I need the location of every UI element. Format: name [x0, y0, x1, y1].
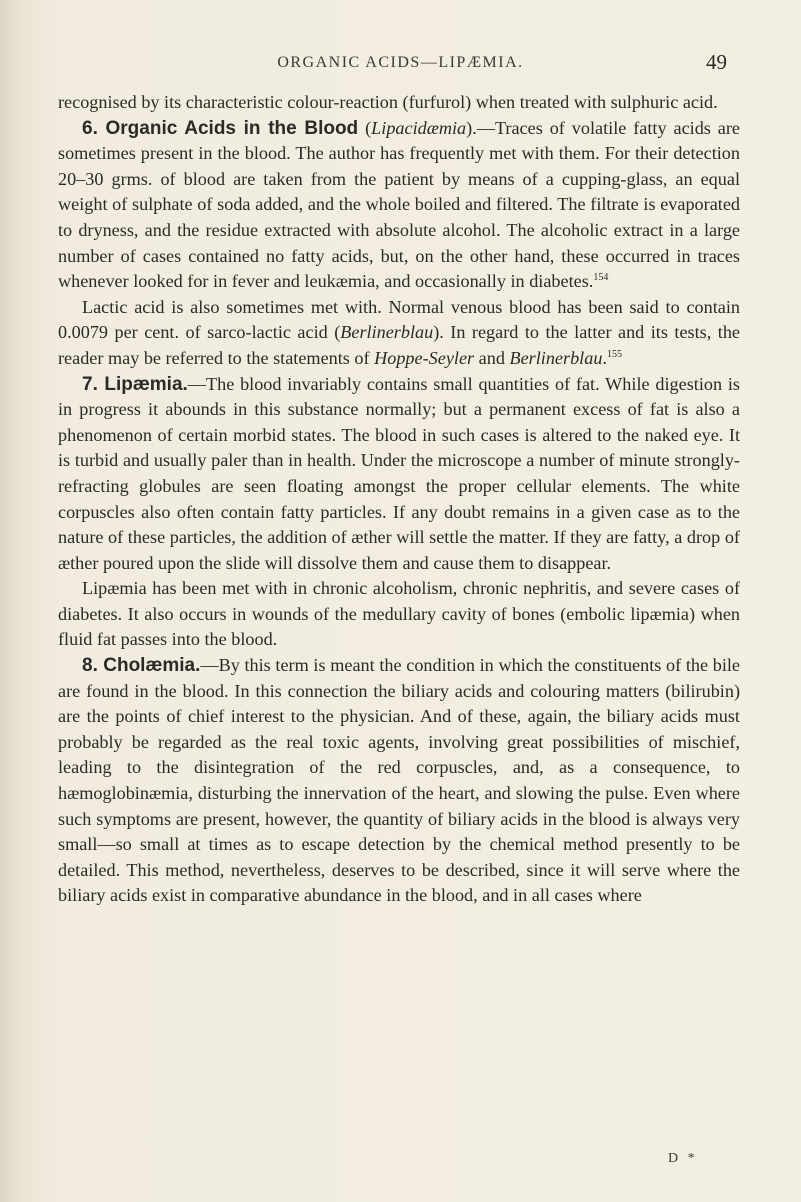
lactic-and: and — [474, 347, 510, 368]
section-6-paragraph: 6. Organic Acids in the Blood (Lipacidæmia).—Traces of volatile fatty acids are sometimes present in the blood. The author has frequently met with them. For their detection 20–30 grms. of blood are taken from the patient by means of a cupping-glass, an equal weight of sulphate of soda added, and the whole boiled and filtered. The filtrate is evaporated to dryness, and the residue extracted with absolute alcohol. The alcoholic extract in a large number of cases contained no fatty acids, but, on the other hand, these occurred in traces whenever looked for in fever and leukæmia, and occasionally in diabetes.$^{154}$ — [58, 117, 740, 292]
page-header — [0, 50, 801, 78]
section-8-text: —By this term is meant the condition in which the constituents of the bile are found in the blood. In this connection the biliary acids and colouring matters (bilirubin) are the points of chief interest to the physician. And of these, again, the biliary acids must probably be regarded as the real toxic agents, involving great possibilities of mischief, leading to the disintegration of the red corpuscles, and, as a consequence, to hæmoglobinæmia, disturbing the innervation of the heart, and slowing the pulse. Even where such symptoms are present, however, the quantity of biliary acids in the blood is always very small—so small at times as to escape detection by the chemical method presently to be detailed. This method, nevertheless, deserves to be described, since it will serve where the biliary acids exist in comparative abundance in the blood, and in all cases where — [58, 655, 741, 906]
section-7-heading: 7. Lipæmia. — [82, 373, 188, 395]
section-6-text: —Traces of volatile fatty acids are sometimes present in the blood. The author has frequently met with them. For their detection 20–30 grms. of blood are taken from the patient by means of a cupping-glass, an equal weight of sulphate of soda added, and the whole boiled and filtered. The filtrate is evaporated to dryness, and the residue extracted with absolute alcohol. The alcoholic extract in a large number of cases contained no fatty acids, but, on the other hand, these occurred in traces whenever looked for in fever and leukæmia, and occasionally in diabetes. — [58, 117, 740, 292]
section-7-paragraph — [58, 372, 740, 577]
lactic-text-b: ). In regard to the latter and its tests, the reader may be referred to the statements of — [58, 322, 740, 368]
lipaemia-paragraph-2: Lipæmia has been met with in chronic alcoholism, chronic nephritis, and severe cases of diabetes. It also occurs in wounds of the medullary cavity of bones (embolic lipæmia) when fluid fat passes into the blood. — [58, 578, 740, 650]
section-6-heading: 6. Organic Acids in the Blood — [82, 117, 359, 139]
section-8-paragraph — [58, 653, 740, 909]
author-hoppe-seyler: Hoppe-Seyler — [374, 347, 475, 368]
footnote-ref-155: 155 — [606, 348, 622, 360]
author-berlinerblau-1: Berlinerblau — [340, 322, 434, 343]
section-8-heading: 8. Cholæmia. — [82, 655, 201, 677]
section-6-term: Lipacidæmia — [371, 117, 467, 138]
lactic-acid-paragraph: Lactic acid is also sometimes met with. Normal venous blood has been said to contain 0.0079 per cent. of sarco-lactic acid (Berlinerblau). In regard to the latter and its tests, the reader may be referred to the statements of Hoppe-Seyler and Berlinerblau.$^{155}$ — [58, 296, 740, 368]
author-berlinerblau-2: Berlinerblau — [509, 347, 603, 368]
footnote-ref-154: 154 — [593, 272, 609, 284]
running-head: ORGANIC ACIDS—LIPÆMIA. — [277, 54, 524, 71]
section-7-text: —The blood invariably contains small quantities of fat. While digestion is in progress it abounds in this substance normally; but a permanent excess of fat is also a phenomenon of certain morbid states. The blood in such cases is altered to the naked eye. It is turbid and usually paler than in health. Under the microscope a number of minute strongly-refracting globules are seen floating amongst the proper cellular elements. The white corpuscles also often contain fatty particles. If any doubt remains in a given case as to the nature of these particles, the addition of æther will settle the matter. If they are fatty, a drop of æther poured upon the slide will dissolve them and cause them to disappear. — [58, 373, 740, 573]
body-text — [58, 90, 740, 909]
paragraph-continuation: recognised by its characteristic colour-reaction (furfurol) when treated with sulphuric acid. — [58, 92, 718, 112]
signature-mark: D * — [668, 1151, 698, 1166]
lactic-text-a: Lactic acid is also sometimes met with. Normal venous blood has been said to contain 0.0079 per cent. of sarco-lactic acid ( — [58, 296, 740, 343]
page-number: 49 — [706, 50, 727, 74]
